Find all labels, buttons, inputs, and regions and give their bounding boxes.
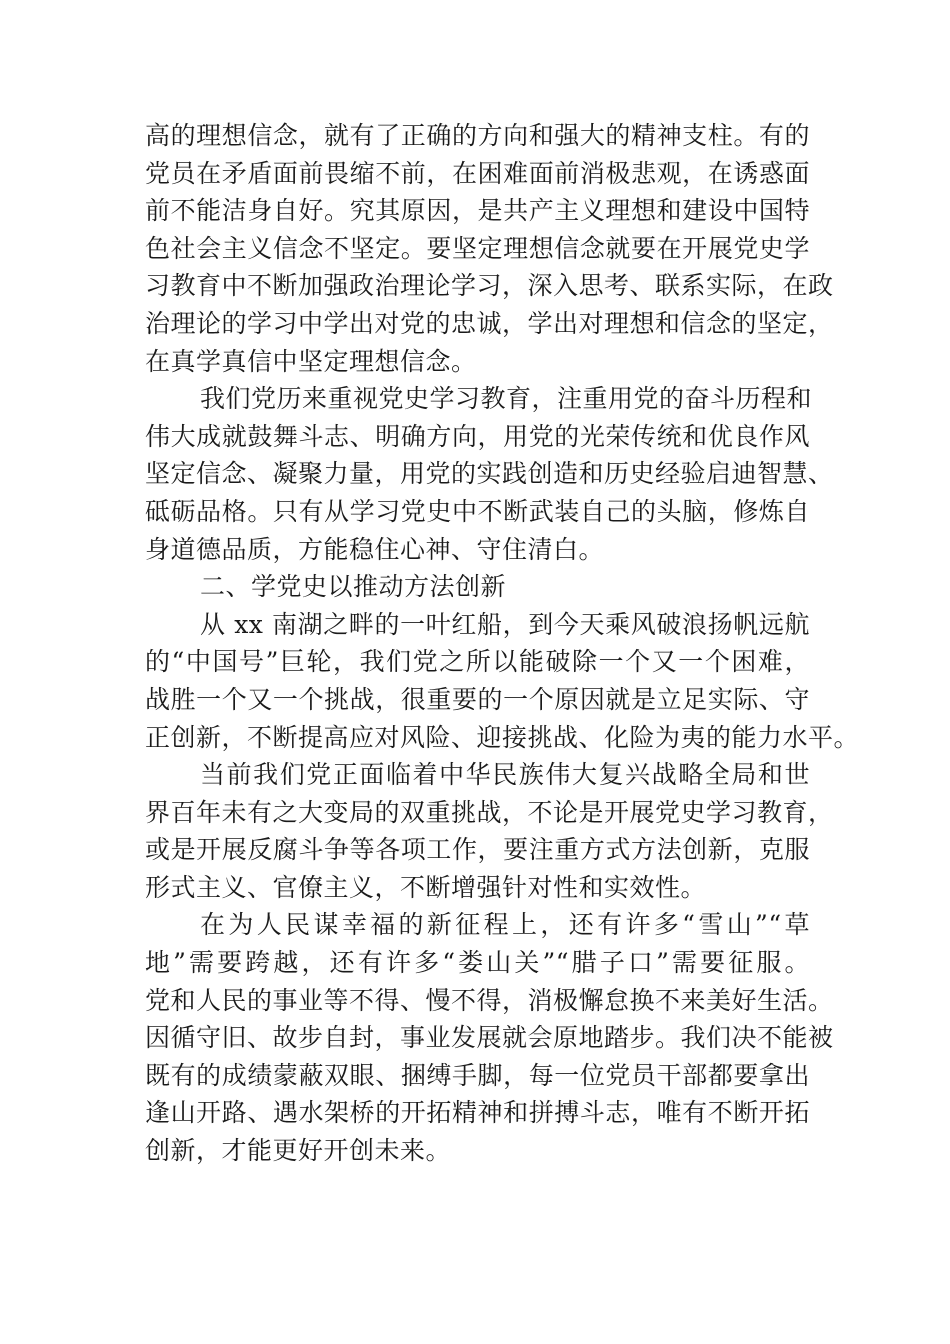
text-line: 二、学党史以推动方法创新: [200, 572, 507, 602]
text-line: 的“中国号”巨轮，我们党之所以能破除一个又一个困难，: [145, 647, 810, 677]
text-line: 色社会主义信念不坚定。要坚定理想信念就要在开展党史学: [145, 233, 810, 263]
text-line: 身道德品质，方能稳住心神、守住清白。: [145, 534, 605, 564]
paragraph: [145, 756, 834, 906]
paragraph: [145, 906, 834, 1169]
paragraph: [145, 606, 860, 756]
text-line: 形式主义、官僚主义，不断增强针对性和实效性。: [145, 872, 707, 902]
text-line: 我们党历来重视党史学习教育，注重用党的奋斗历程和: [200, 384, 813, 414]
text-line: 高的理想信念，就有了正确的方向和强大的精神支柱。有的: [145, 121, 810, 150]
text-line: 党和人民的事业等不得、慢不得，消极懈怠换不来美好生活。: [145, 985, 834, 1015]
paragraph: [145, 380, 834, 568]
text-line: 砥砺品格。只有从学习党史中不断武装自己的头脑，修炼自: [145, 496, 810, 526]
text-line: 习教育中不断加强政治理论学习，深入思考、联系实际，在政: [145, 271, 834, 301]
text-line: 正创新，不断提高应对风险、迎接挑战、化险为夷的能力水平。: [145, 722, 860, 752]
text-line: 地”需要跨越，还有许多“娄山关”“腊子口”需要征服。: [145, 948, 810, 978]
text-line: 坚定信念、凝聚力量，用党的实践创造和历史经验启迪智慧、: [145, 459, 834, 489]
text-line: 当前我们党正面临着中华民族伟大复兴战略全局和世: [200, 760, 810, 790]
text-line: 党员在矛盾面前畏缩不前，在困难面前消极悲观，在诱惑面: [145, 158, 810, 188]
text-line: 因循守旧、故步自封，事业发展就会原地踏步。我们决不能被: [145, 1023, 834, 1053]
paragraph: [145, 117, 834, 380]
text-line: 创新，才能更好开创未来。: [145, 1136, 452, 1166]
text-line: 伟大成就鼓舞斗志、明确方向，用党的光荣传统和优良作风: [145, 421, 810, 451]
text-line: 既有的成绩蒙蔽双眼、捆缚手脚，每一位党员干部都要拿出: [145, 1060, 810, 1090]
text-line: 逢山开路、遇水架桥的开拓精神和拼搏斗志，唯有不断开拓: [145, 1098, 810, 1128]
text-line: 在为人民谋幸福的新征程上，还有许多“雪山”“草: [200, 910, 810, 940]
section-heading: [145, 568, 810, 606]
text-line: 在真学真信中坚定理想信念。: [145, 346, 477, 376]
text-line: 前不能洁身自好。究其原因，是共产主义理想和建设中国特: [145, 196, 810, 226]
text-line: 界百年未有之大变局的双重挑战，不论是开展党史学习教育，: [145, 797, 834, 827]
text-line: 战胜一个又一个挑战，很重要的一个原因就是立足实际、守: [145, 684, 810, 714]
text-line: 治理论的学习中学出对党的忠诚，学出对理想和信念的坚定，: [145, 308, 834, 338]
document-body: [145, 117, 860, 1170]
text-line: 或是开展反腐斗争等各项工作，要注重方式方法创新，克服: [145, 835, 810, 865]
text-line: 从 xx 南湖之畔的一叶红船，到今天乘风破浪扬帆远航: [200, 609, 810, 639]
